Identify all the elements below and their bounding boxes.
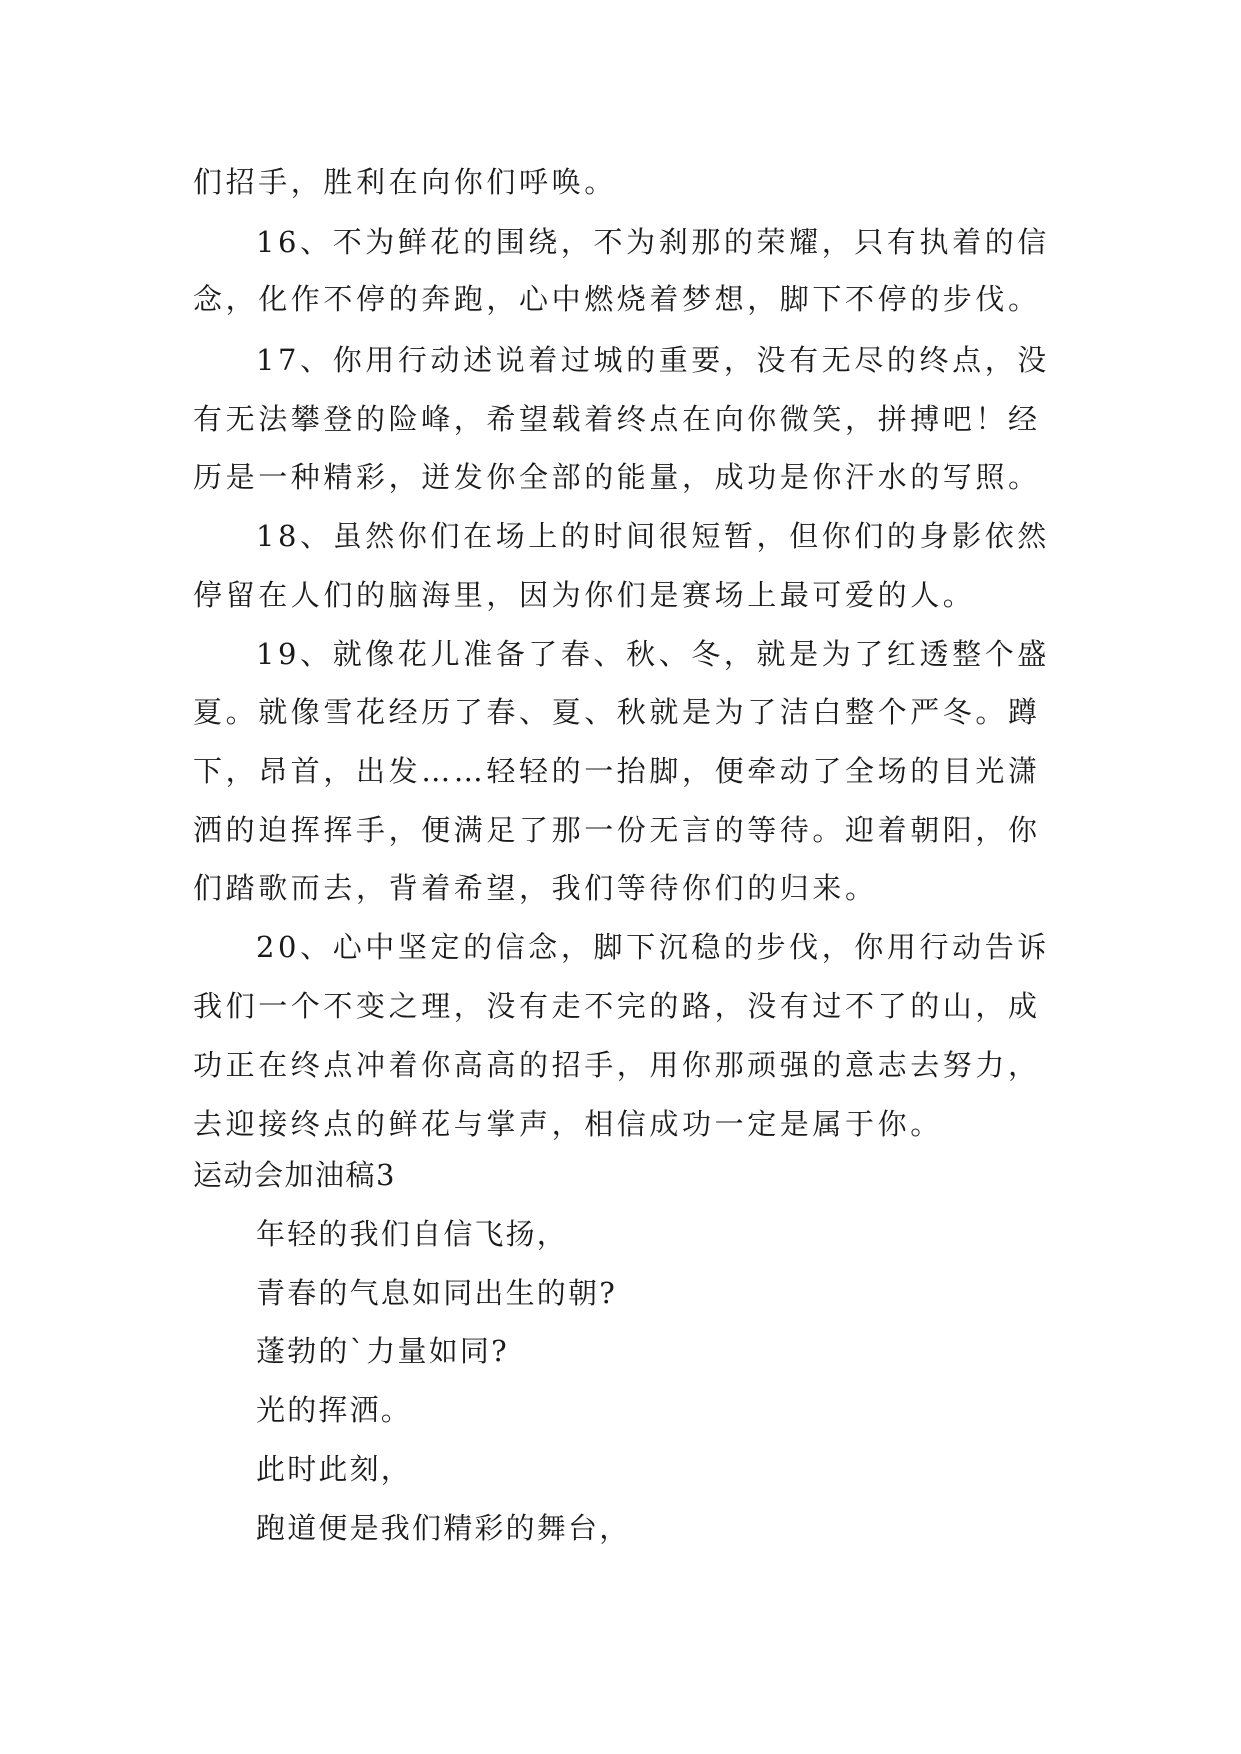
paragraph-line: 停留在人们的脑海里，因为你们是赛场上最可爱的人。 (193, 578, 976, 612)
paragraph-line: 洒的迫挥挥手，便满足了那一份无言的等待。迎着朝阳，你 (193, 813, 1041, 847)
verse-line: 青春的气息如同出生的朝? (256, 1276, 617, 1310)
verse-line: 年轻的我们自信飞扬， (256, 1217, 569, 1251)
section-title: 运动会加油稿3 (193, 1158, 396, 1192)
paragraph-line: 20、心中坚定的信念，脚下沉稳的步伐，你用行动告诉 (256, 930, 1050, 964)
verse-line: 光的挥洒。 (256, 1393, 413, 1427)
paragraph-line: 下，昂首，出发……轻轻的一抬脚，便牵动了全场的目光潇 (193, 754, 1041, 788)
paragraph-line: 16、不为鲜花的围绕，不为刹那的荣耀，只有执着的信 (256, 225, 1050, 259)
verse-line: 此时此刻， (256, 1452, 413, 1486)
paragraph-line: 念，化作不停的奔跑，心中燃烧着梦想，脚下不停的步伐。 (193, 282, 1041, 316)
paragraph-line: 17、你用行动述说着过城的重要，没有无尽的终点，没 (256, 343, 1050, 377)
paragraph-line: 去迎接终点的鲜花与掌声，相信成功一定是属于你。 (193, 1107, 943, 1141)
paragraph-line: 有无法攀登的险峰，希望载着终点在向你微笑，拼搏吧！经 (193, 402, 1041, 436)
paragraph-line: 19、就像花儿准备了春、秋、冬，就是为了红透整个盛 (256, 637, 1050, 671)
verse-line: 蓬勃的`力量如同? (256, 1334, 509, 1368)
paragraph-line: 18、虽然你们在场上的时间很短暂，但你们的身影依然 (256, 519, 1050, 553)
paragraph-line: 历是一种精彩，迸发你全部的能量，成功是你汗水的写照。 (193, 460, 1041, 494)
paragraph-line: 们踏歌而去，背着希望，我们等待你们的归来。 (193, 871, 878, 905)
paragraph-line: 们招手，胜利在向你们呼唤。 (193, 165, 617, 199)
paragraph-line: 我们一个不变之理，没有走不完的路，没有过不了的山，成 (193, 989, 1041, 1023)
paragraph-line: 夏。就像雪花经历了春、夏、秋就是为了洁白整个严冬。蹲 (193, 695, 1041, 729)
paragraph-line: 功正在终点冲着你高高的招手，用你那顽强的意志去努力， (193, 1048, 1041, 1082)
verse-line: 跑道便是我们精彩的舞台， (256, 1511, 631, 1545)
